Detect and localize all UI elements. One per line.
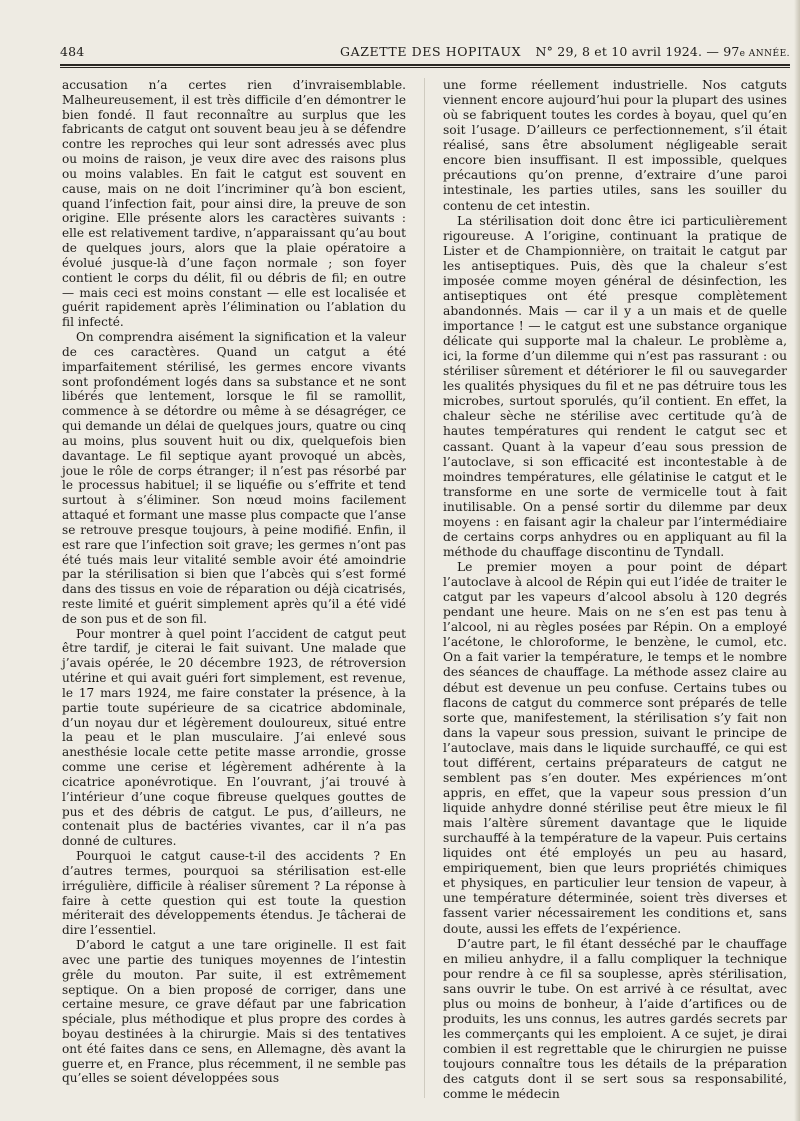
paragraph: Le premier moyen a pour point de départ l’autoclave à alcool de Répin qui eut l’idée de traiter le catgut par les vapeurs d’alcool absolu à 120 degrés pendant une heure. Mais on ne s’en est pas tenu à l’alcool, ni au règles posées par Répin. On a employé l’acétone, le chloroforme, le benzène, le cumol, etc. On a fait varier la température, le temps et le nombre des séances de chauffage. La méthode assez claire au début est devenue un peu confuse. Certains tubes ou flacons de catgut du commerce sont préparés de telle sorte que, manifestement, la stérilisation s’y fait non dans la vapeur sous pression, suivant le principe de l’autoclave, mais dans le liquide surchauffé, ce qui est tout différent, certains préparateurs de catgut ne semblent pas s’en douter. Mes expériences m’ont appris, en effet, que la vapeur sous pression d’un liquide anhydre donné stérilise peut être mieux le fil mais l’altère sûrement davantage que le liquide surchauffé à la température de la vapeur. Puis certains liquides ont été employés un peu au hasard, empiriquement, bien que leurs propriétés chimiques et physiques, en particulier leur tension de vapeur, à une température déterminée, soient très diverses et fassent varier nécessairement les conditions et, sans doute, aussi les effets de l’expérience. [443,560,787,936]
paragraph: accusation n’a certes rien d’invraisemblable. Malheureusement, il est très difficile d’en démontrer le bien fondé. Il faut reconnaître au surplus que les fabricants de catgut ont souvent beau jeu à se défendre contre les reproches qui leur sont adressés avec plus ou moins de raison, je veux dire avec des raisons plus ou moins valables. En fait le catgut est souvent en cause, mais on ne doit l’incriminer qu’à bon escient, quand l’infection fait, pour ainsi dire, la preuve de son origine. Elle présente alors les caractères suivants : elle est relativement tardive, n’apparaissant qu’au bout de quelques jours, alors que la plaie opératoire a évolué jusque-là d’une façon normale ; son foyer contient le corps du délit, fil ou débris de fil; en outre — mais ceci est moins constant — elle est localisée et guérit rapidement après l’élimination ou l’ablation du fil infecté. [62,78,406,330]
issue-text: N° 29, 8 et 10 avril 1924. — 97 [535,44,740,59]
paragraph: une forme réellement industrielle. Nos catguts viennent encore aujourd’hui pour la plupart des usines où se fabriquent toutes les cordes à boyau, quel qu’en soit l’usage. D’ailleurs ce perfectionnement, s’il était réalisé, sans être absolument négligeable serait encore bien insuffisant. Il est impossible, quelques précautions qu’on prenne, d’extraire d’une paroi intestinale, les parties utiles, sans les souiller du contenu de cet intestin. [443,78,787,213]
journal-title: GAZETTE DES HOPITAUX [340,44,522,59]
paragraph: On comprendra aisément la signification et la valeur de ces caractères. Quand un catgut a été imparfaitement stérilisé, les germes encore vivants sont profondément logés dans sa substance et ne sont libérés que lentement, lorsque le fil se ramollit, commence à se détordre ou même à se désagréger, ce qui demande un délai de quelques jours, quatre ou cinq au moins, plus souvent huit ou dix, quelquefois bien davantage. Le fil septique ayant provoqué un abcès, joue le rôle de corps étranger; il n’est pas résorbé par le processus habituel; il se liquéfie ou s’effrite et tend surtout à s’éliminer. Son nœud moins facilement attaqué et formant une masse plus compacte que l’anse se retrouve presque toujours, à peine modifié. Enfin, il est rare que l’infection soit grave; les germes n’ont pas été tués mais leur vitalité semble avoir été amoindrie par la stérilisation si bien que l’abcès qui s’est formé dans des tissus en voie de réparation ou déjà cicatrisés, reste limité et guérit simplement après qu’il a été vidé de son pus et de son fil. [62,330,406,626]
header-rule-thin [60,67,790,68]
column-divider [424,78,425,1098]
paragraph: La stérilisation doit donc être ici particulièrement rigoureuse. A l’origine, continuant la pratique de Lister et de Championnière, on traitait le catgut par les antiseptiques. Puis, dès que la chaleur s’est imposée comme moyen général de désinfection, les antiseptiques ont été presque complètement abandonnés. Mais — car il y a un mais et de quelle importance ! — le catgut est une substance organique délicate qui supporte mal la chaleur. Le problème a, ici, la forme d’un dilemme qui n’est pas rassurant : ou stériliser sûrement et détériorer le fil ou sauvegarder les qualités physiques du fil et ne pas détruire tous les microbes, surtout sporulés, qu’il contient. En effet, la chaleur sèche ne stérilise avec certitude qu’à de hautes températures qui rendent le catgut sec et cassant. Quant à la vapeur d’eau sous pression de l’autoclave, si son efficacité est incontestable à de moindres températures, elle gélatinise le catgut et le transforme en une sorte de vermicelle tout à fait inutilisable. On a pensé sortir du dilemme par deux moyens : en faisant agir la chaleur par l’intermédiaire de certains corps anhydres ou en appliquant au fil la méthode du chauffage discontinu de Tyndall. [443,213,787,559]
page-number: 484 [60,44,85,59]
page-edge-shadow [794,0,800,1121]
header-rule-thick [60,64,790,66]
right-column [443,78,787,1102]
running-header [60,42,790,62]
paragraph: D’abord le catgut a une tare originelle. Il est fait avec une partie des tuniques moyennes de l’intestin grêle du mouton. Par suite, il est extrêmement septique. On a bien proposé de corriger, dans une certaine mesure, ce grave défaut par une fabrication spéciale, plus méthodique et plus propre des cordes à boyau destinées à la chirurgie. Mais si des tentatives ont été faites dans ce sens, en Allemagne, dès avant la guerre et, en France, plus récemment, il ne semble pas qu’elles se soient développées sous [62,938,406,1086]
paragraph: Pour montrer à quel point l’accident de catgut peut être tardif, je citerai le fait suivant. Une malade que j’avais opérée, le 20 décembre 1923, de rétroversion utérine et qui avait guéri fort simplement, est revenue, le 17 mars 1924, me faire constater la présence, à la partie toute supérieure de sa cicatrice abdominale, d’un noyau dur et légèrement douloureux, situé entre la peau et le plan musculaire. J’ai enlevé sous anesthésie locale cette petite masse arrondie, grosse comme une cerise et légèrement adhérente à la cicatrice aponévrotique. En l’ouvrant, j’ai trouvé à l’intérieur d’une coque fibreuse quelques gouttes de pus et des débris de catgut. Le pus, d’ailleurs, ne contenait plus de bactéries vivantes, car il n’a pas donné de cultures. [62,626,406,849]
issue-line [536,44,790,59]
paragraph: D’autre part, le fil étant desséché par le chauffage en milieu anhydre, il a fallu compliquer la technique pour rendre à ce fil sa souplesse, après stérilisation, sans ouvrir le tube. On est arrivé à ce résultat, avec plus ou moins de bonheur, à l’aide d’artifices ou de produits, les uns connus, les autres gardés secrets par les commerçants qui les emploient. A ce sujet, je dirai combien il est regrettable que le chirurgien ne puisse toujours connaître tous les détails de la préparation des catguts dont il se sert sous sa responsabilité, comme le médecin [443,936,787,1102]
issue-suffix: e ANNÉE. [739,49,790,59]
paragraph: Pourquoi le catgut cause-t-il des accidents ? En d’autres termes, pourquoi sa stérilisation est-elle irrégulière, difficile à réaliser sûrement ? La réponse à faire à cette question qui est toute la question mériterait des développements étendus. Je tâcherai de dire l’essentiel. [62,849,406,938]
left-column [62,78,406,1086]
